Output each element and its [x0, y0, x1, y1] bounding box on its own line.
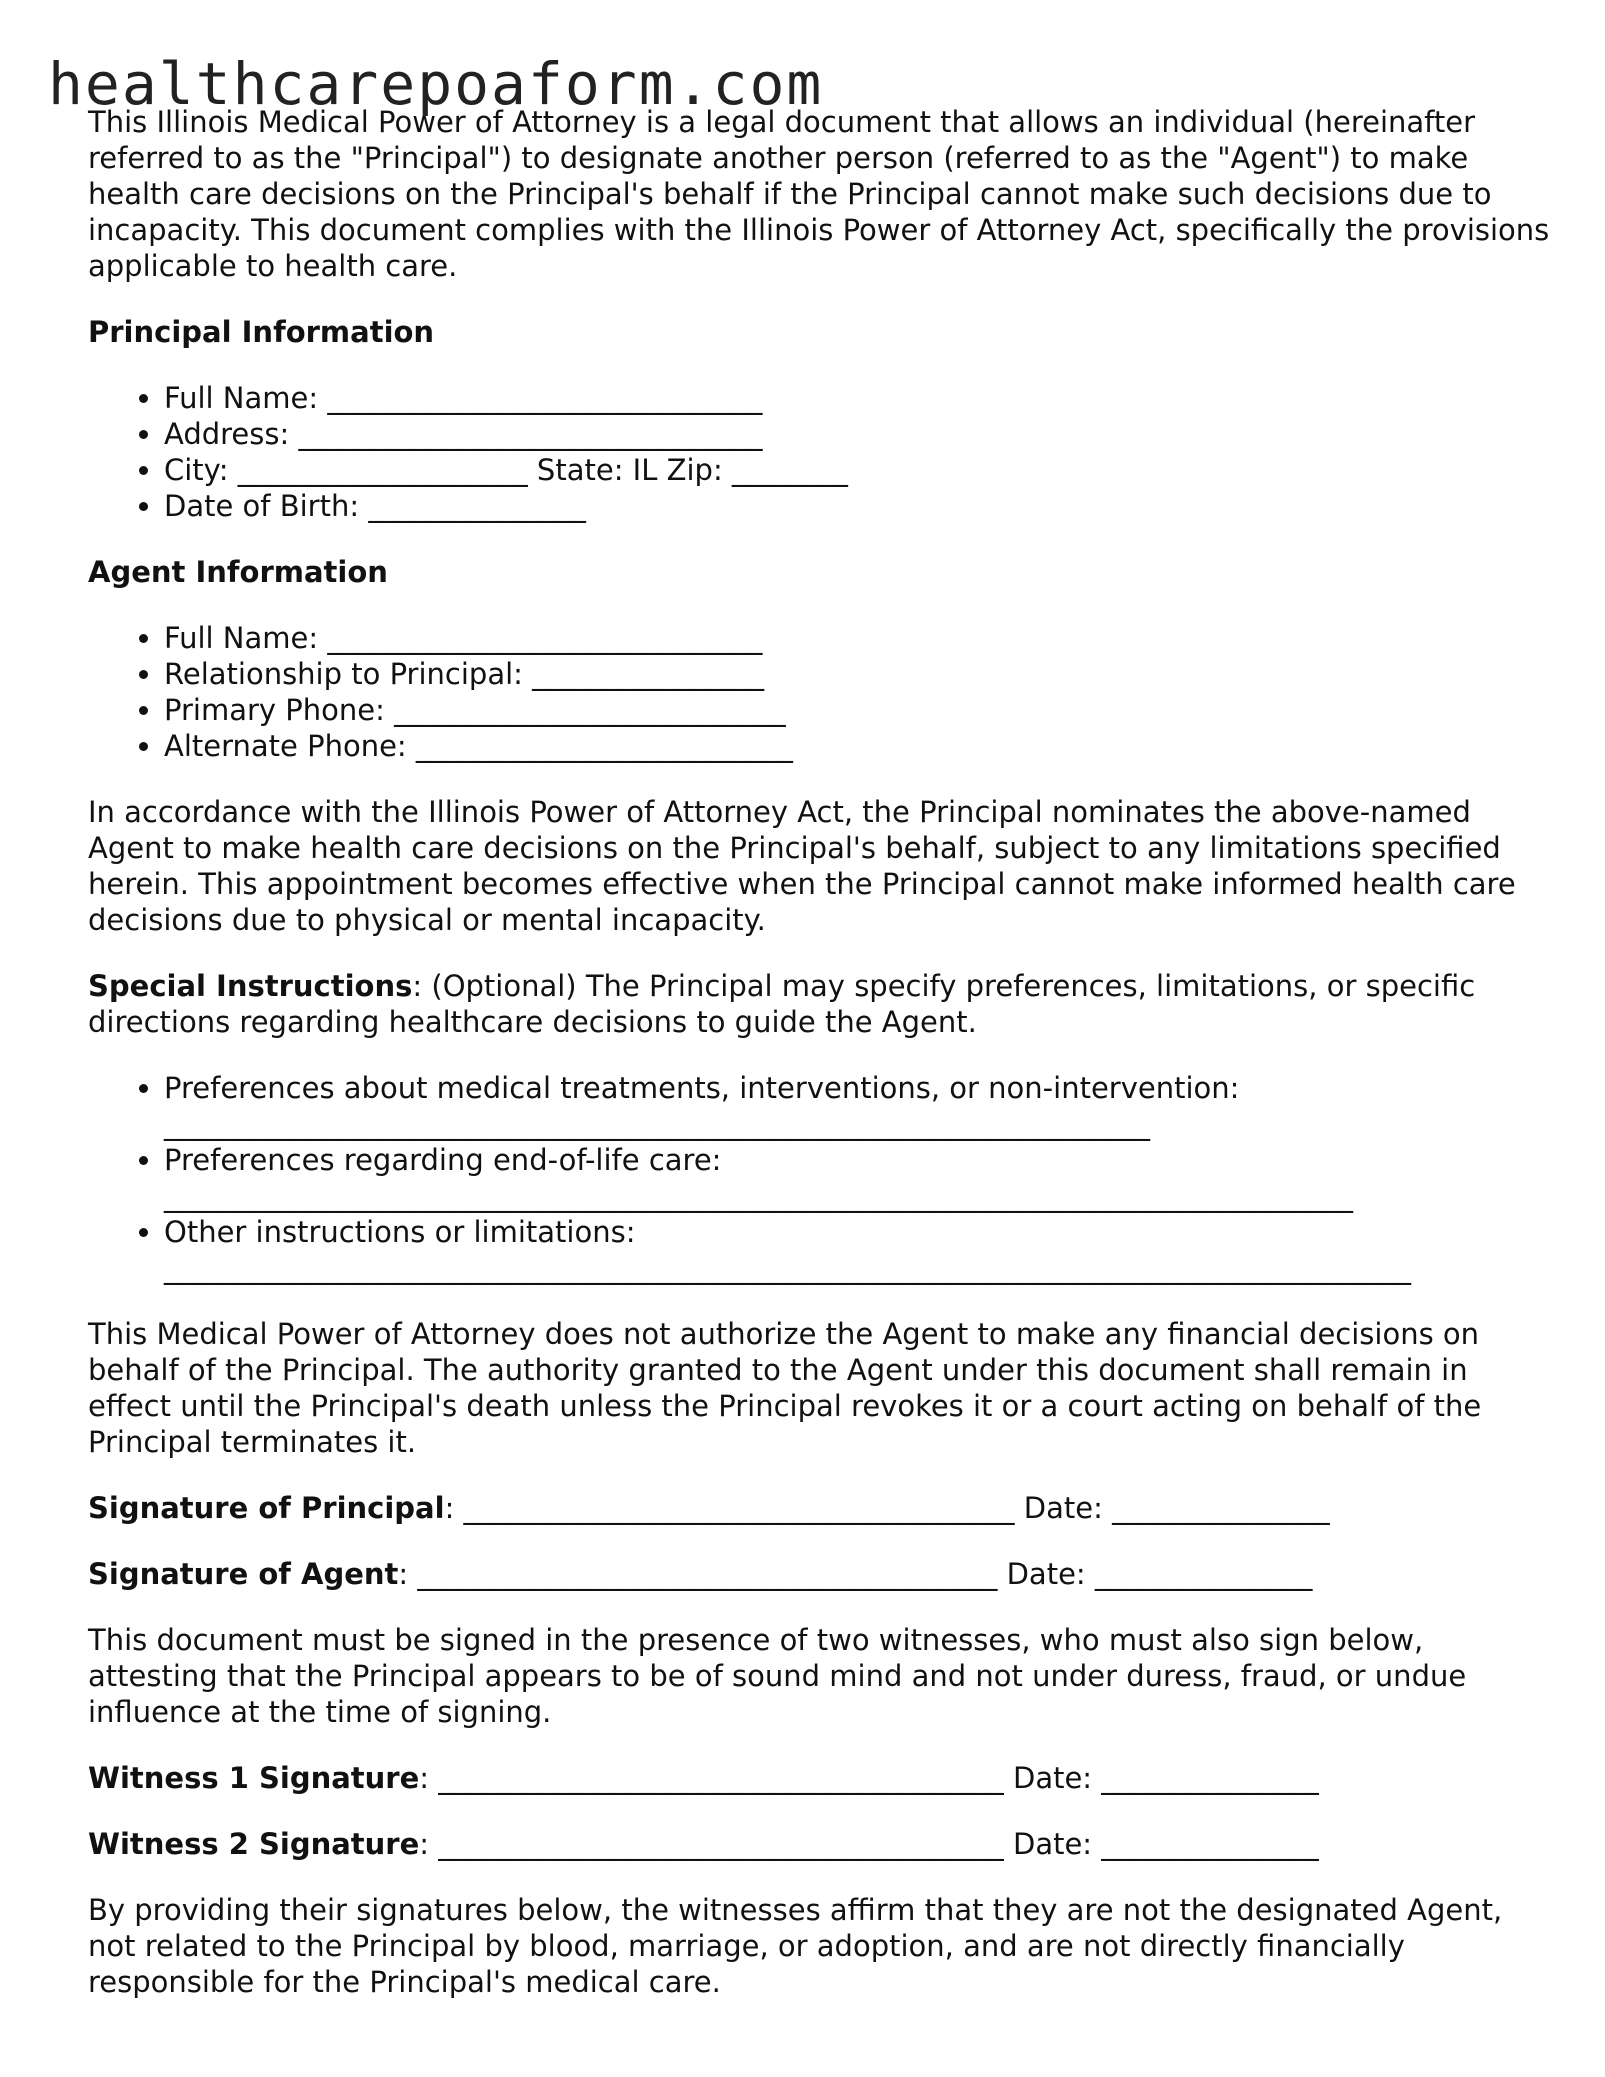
special-instructions-label: Special Instructions [88, 969, 413, 1003]
financial-paragraph: This Medical Power of Attorney does not authorize the Agent to make any financial decisions on behalf of the Principal. The authority granted to the Agent under this document shall remain in effect until the Principal's death unless the Principal revokes it or a court acting on behalf of the Principal terminates it. [88, 1317, 1482, 1459]
principal-full-name-field[interactable]: • Full Name: ______________________________ [164, 380, 1558, 416]
special-instructions-list [88, 1070, 1558, 1286]
principal-signature-blank[interactable]: : ______________________________________ Date: _______________ [444, 1491, 1330, 1525]
agent-signature-label: Signature of Agent [88, 1557, 399, 1591]
special-item-treatments [164, 1070, 1558, 1142]
special-item-other-line[interactable]: ______________________________________________________________________________________ [164, 1251, 1411, 1285]
witness2-signature-blank[interactable]: : _______________________________________ Date: _______________ [419, 1827, 1319, 1861]
principal-dob-field[interactable]: • Date of Birth: _______________ [164, 488, 1558, 524]
witness-notice-paragraph: This document must be signed in the presence of two witnesses, who must also sign below, attesting that the Principal appears to be of sound mind and not under duress, fraud, or undue influence at the time of signing. [88, 1623, 1467, 1729]
principal-heading: Principal Information [88, 315, 435, 349]
document-body [88, 104, 1558, 2030]
special-item-end-of-life-line[interactable]: __________________________________________________________________________________ [164, 1179, 1353, 1213]
agent-signature-blank[interactable]: : ________________________________________ Date: _______________ [398, 1557, 1313, 1591]
special-instructions-text: : (Optional) The Principal may specify preferences, limitations, or specific directions regarding healthcare decisions to guide the Agent. [88, 969, 1476, 1039]
special-item-end-of-life-label: Preferences regarding end-of-life care: [164, 1143, 722, 1177]
witness2-signature-line[interactable] [88, 1826, 1558, 1862]
agent-full-name-field[interactable]: • Full Name: ______________________________ [164, 620, 1558, 656]
affirmation-paragraph: By providing their signatures below, the witnesses affirm that they are not the designated Agent, not related to the Principal by blood, marriage, or adoption, and are not directly financially responsible for the Principal's medical care. [88, 1893, 1503, 1999]
agent-info-list [88, 620, 1558, 764]
special-item-treatments-line[interactable]: ____________________________________________________________________ [164, 1107, 1150, 1141]
agent-primary-phone-field[interactable]: • Primary Phone: ___________________________ [164, 692, 1558, 728]
witness1-signature-line[interactable] [88, 1760, 1558, 1796]
agent-alternate-phone-field[interactable]: • Alternate Phone: __________________________ [164, 728, 1558, 764]
special-item-other-label: Other instructions or limitations: [164, 1215, 636, 1249]
principal-signature-label: Signature of Principal [88, 1491, 445, 1525]
agent-heading: Agent Information [88, 555, 388, 589]
agent-signature-line[interactable] [88, 1556, 1558, 1592]
site-watermark: healthcarepoaform.com [48, 50, 824, 118]
special-item-other [164, 1214, 1558, 1286]
principal-address-field[interactable]: • Address: ________________________________ [164, 416, 1558, 452]
special-item-treatments-label: Preferences about medical treatments, interventions, or non-intervention: [164, 1071, 1240, 1105]
principal-signature-line[interactable] [88, 1490, 1558, 1526]
agent-relationship-field[interactable]: • Relationship to Principal: ________________ [164, 656, 1558, 692]
intro-paragraph: This Illinois Medical Power of Attorney is a legal document that allows an individual (hereinafter referred to as the "Principal") to designate another person (referred to as the "Agent") to make health care decisions on the Principal's behalf if the Principal cannot make such decisions due to incapacity. This document complies with the Illinois Power of Attorney Act, specifically the provisions applicable to health care. [88, 105, 1550, 283]
witness2-signature-label: Witness 2 Signature [88, 1827, 420, 1861]
principal-city-state-zip-field[interactable]: • City: ____________________ State: IL Zip: ________ [164, 452, 1558, 488]
principal-info-list [88, 380, 1558, 524]
special-instructions-paragraph [88, 968, 1558, 1040]
special-item-end-of-life [164, 1142, 1558, 1214]
witness1-signature-blank[interactable]: : _______________________________________ Date: _______________ [419, 1761, 1319, 1795]
witness1-signature-label: Witness 1 Signature [88, 1761, 420, 1795]
appointment-paragraph: In accordance with the Illinois Power of Attorney Act, the Principal nominates the above-named Agent to make health care decisions on the Principal's behalf, subject to any limitations specified herein. This appointment becomes effective when the Principal cannot make informed health care decisions due to physical or mental incapacity. [88, 795, 1516, 937]
